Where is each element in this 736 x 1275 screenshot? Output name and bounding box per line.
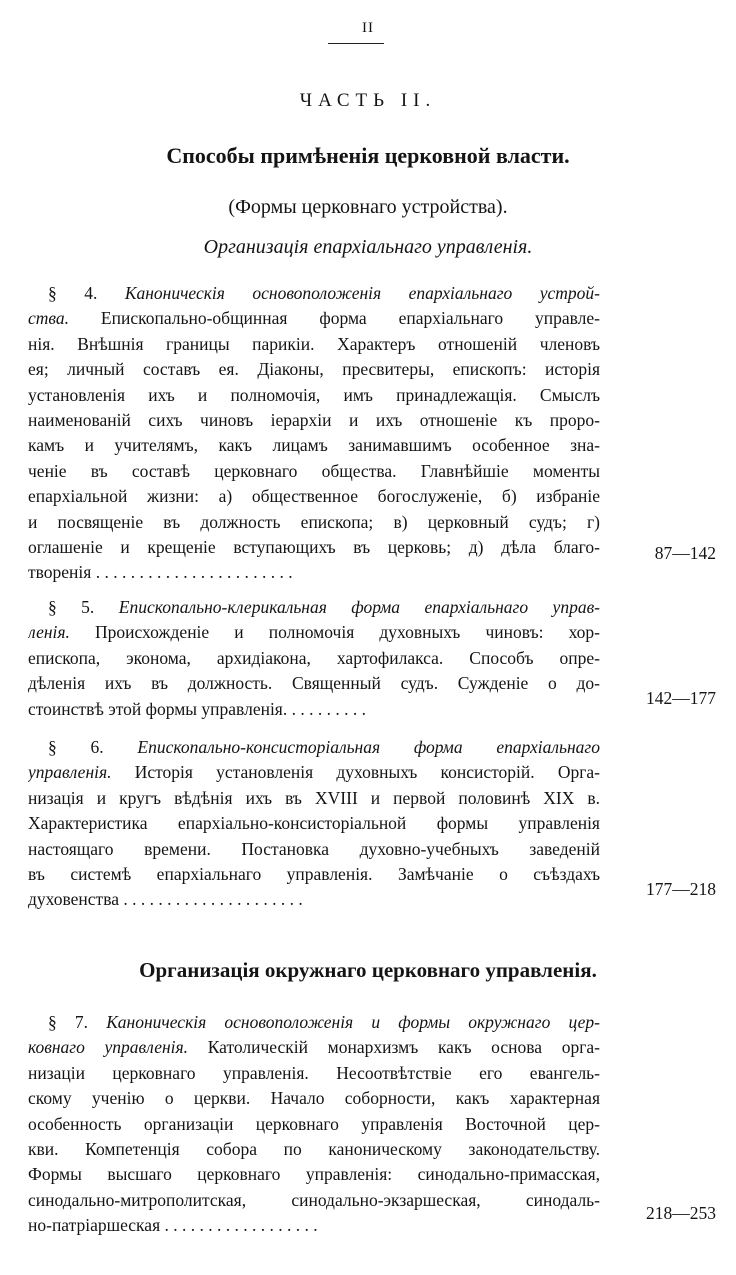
toc-entry-section-5 bbox=[28, 595, 600, 722]
entry-line: камъ и учителямъ, какъ лицамъ занимавшимъ особенное зна- bbox=[28, 435, 600, 456]
page-number-rule bbox=[328, 43, 384, 44]
entry-line: нія. Внѣшнія границы парикіи. Характеръ отношеній членовъ bbox=[28, 333, 600, 354]
entry-line: низаціи церковнаго управленія. Несоотвѣтствіе его евангель- bbox=[28, 1062, 600, 1083]
entry-line: духовенства . . . . . . . . . . . . . . . . . . . . . bbox=[28, 889, 303, 910]
part-heading: ЧАСТЬ II. bbox=[299, 90, 437, 111]
entry-line: § 4. Каноническія основоположенія епархіальнаго устрой- bbox=[48, 283, 600, 303]
entry-line: особенность организаціи церковнаго управленія Восточной цер- bbox=[28, 1113, 600, 1134]
toc-entry-section-7 bbox=[28, 1010, 600, 1239]
toc-entry-section-4 bbox=[28, 281, 600, 586]
entry-line: § 6. Епископально-консисторіальная форма епархіальнаго bbox=[48, 737, 600, 757]
entry-line: управленія. Исторія установленія духовныхъ консисторій. Орга- bbox=[28, 762, 600, 783]
entry-line: настоящаго времени. Постановка духовно-учебныхъ заведеній bbox=[28, 838, 600, 859]
entry-line: но-патріаршеская . . . . . . . . . . . . . . . . . . bbox=[28, 1215, 318, 1236]
entry-line: установленія ихъ и полномочія, имъ принадлежащія. Смыслъ bbox=[28, 384, 600, 405]
entry-line: § 5. Епископально-клерикальная форма епархіальнаго управ- bbox=[48, 597, 600, 617]
entry-line: ства. Епископально-общинная форма епархіальнаго управле- bbox=[28, 308, 600, 329]
page-range-section-5: 142—177 bbox=[646, 688, 716, 708]
page-range-section-6: 177—218 bbox=[646, 879, 716, 899]
entry-line: скому ученію о церкви. Начало соборности, какъ характерная bbox=[28, 1088, 600, 1109]
entry-line: дѣленія ихъ въ должность. Священный судъ. Сужденіе о до- bbox=[28, 673, 600, 694]
toc-entry-section-6 bbox=[28, 735, 600, 913]
entry-line: епископа, эконома, архидіакона, хартофилакса. Способъ опре- bbox=[28, 647, 600, 668]
section-heading-district: Организація окружнаго церковнаго управленія. bbox=[139, 958, 597, 982]
part-title: Способы примѣненія церковной власти. bbox=[166, 143, 570, 168]
entry-line: ченіе въ составѣ церковнаго общества. Главнѣйшіе моменты bbox=[28, 460, 600, 481]
entry-line: ковнаго управленія. Католическій монархизмъ какъ основа орга- bbox=[28, 1037, 600, 1058]
page-range-section-7: 218—253 bbox=[646, 1203, 716, 1223]
entry-line: въ системѣ епархіальнаго управленія. Замѣчаніе о съѣздахъ bbox=[28, 863, 600, 884]
page-number: II bbox=[362, 20, 374, 36]
part-subtitle: (Формы церковнаго устройства). bbox=[228, 196, 508, 218]
entry-line: стоинствѣ этой формы управленія. . . . . . . . . . bbox=[28, 698, 366, 719]
page-range-section-4: 87—142 bbox=[654, 543, 716, 563]
entry-line: кви. Компетенція собора по каноническому законодательству. bbox=[28, 1138, 600, 1159]
entry-line: синодально-митрополитская, синодально-экзаршеская, синодаль- bbox=[28, 1189, 600, 1210]
section-heading-eparchial: Организація епархіальнаго управленія. bbox=[203, 236, 533, 258]
entry-line: Характеристика епархіально-консисторіальной формы управленія bbox=[28, 813, 600, 834]
entry-line: ея; личный составъ ея. Діаконы, пресвитеры, епископъ: исторія bbox=[28, 359, 600, 380]
entry-line: епархіальной жизни: а) общественное богослуженіе, б) избраніе bbox=[28, 486, 600, 507]
entry-line: оглашеніе и крещеніе вступающихъ въ церковь; д) дѣла благо- bbox=[28, 536, 600, 557]
entry-line: творенія . . . . . . . . . . . . . . . . . . . . . . . bbox=[28, 562, 293, 583]
entry-line: наименованій сихъ чиновъ іерархіи и ихъ отношеніе къ проро- bbox=[28, 409, 600, 430]
entry-line: ленія. Происхожденіе и полномочія духовныхъ чиновъ: хор- bbox=[28, 622, 600, 643]
entry-line: низація и кругъ вѣдѣнія ихъ въ XVIII и первой половинѣ XIX в. bbox=[28, 787, 600, 808]
entry-line: § 7. Каноническія основоположенія и формы окружнаго цер- bbox=[48, 1012, 600, 1032]
entry-line: и посвященіе въ должность епископа; в) церковный судъ; г) bbox=[28, 511, 600, 532]
entry-line: Формы высшаго церковнаго управленія: синодально-примасская, bbox=[28, 1164, 600, 1185]
